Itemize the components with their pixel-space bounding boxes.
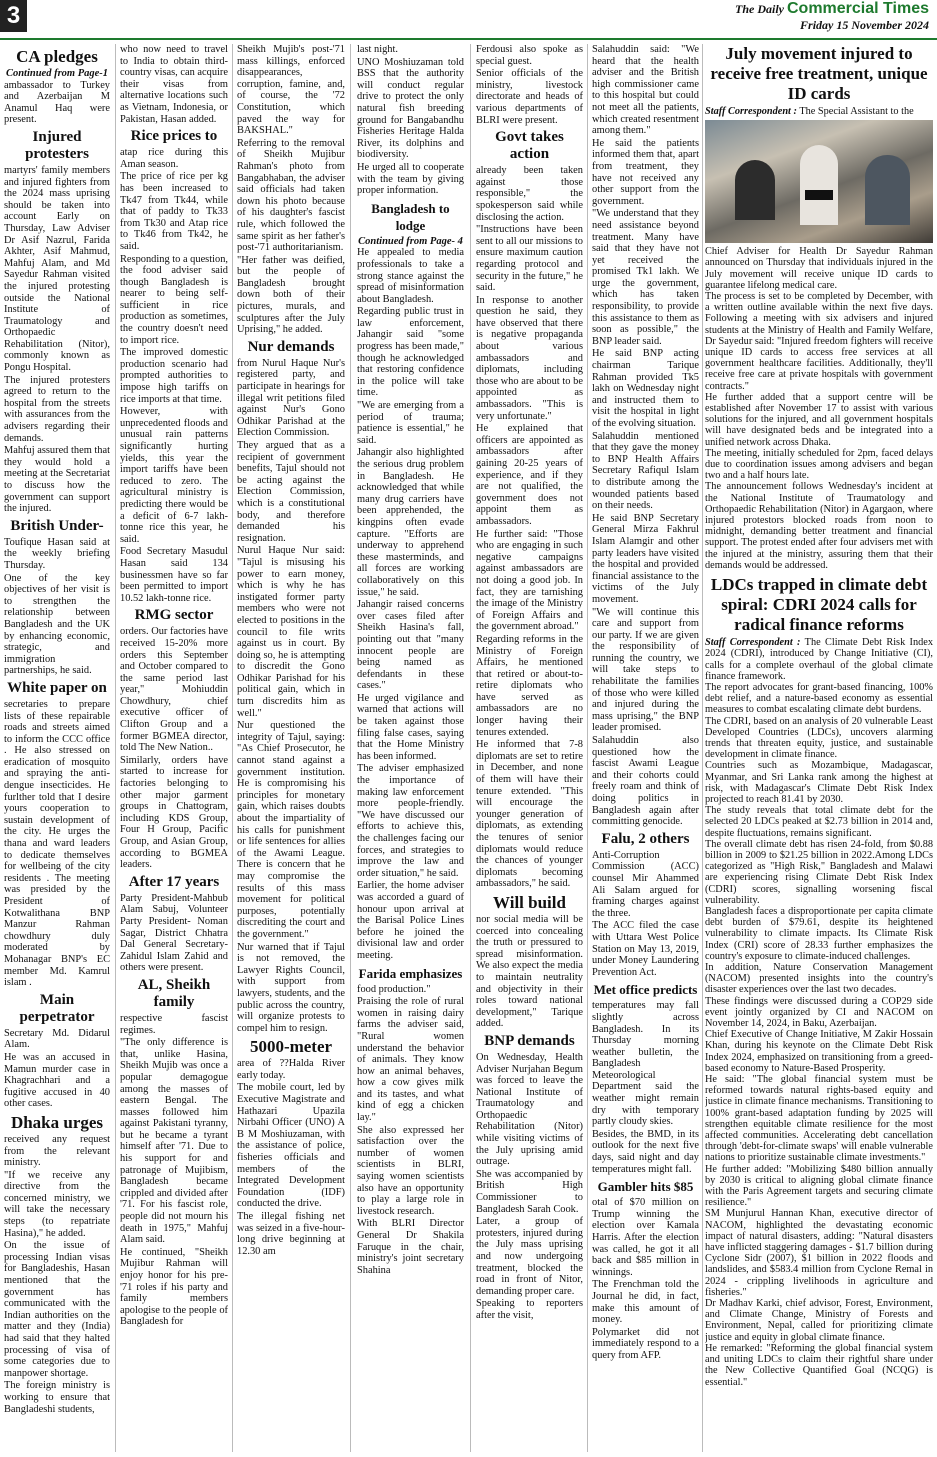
paragraph: The Climate Debt Risk Index 2024 (CDRI), introduced by Change Initiative (CI), calls for a complete overhaul of the global climate finance framework. bbox=[705, 637, 933, 682]
headline-ldcs-climate-debt: LDCs trapped in climate debt spiral: CDRI 2024 calls for radical finance reforms bbox=[710, 575, 928, 635]
paragraph: "Her father was deified, but the people of Bangladesh brought down both of their pictures, murals, and sculptures after the July Uprising," he added. bbox=[237, 254, 345, 336]
paragraph: They argued that as a recipient of government benefits, Tajul should not be acting against the Election Commission, which is a constitutional body, and therefore demanded his resignation. bbox=[237, 440, 345, 544]
paragraph: "We understand that they need assistance beyond treatment. Many have said that they have not yet received the promised Tk1 lakh. We urge the government, which has taken responsibility, to provide this assistance to them as soon as possible," the BNP leader said. bbox=[592, 208, 699, 347]
paragraph: Later, a group of protesters, injured during the July mass uprising and now undergoing treatment, blocked the road in front of Nitor, demanding proper care. bbox=[476, 1216, 583, 1297]
headline-rice-prices: Rice prices to bbox=[130, 128, 218, 145]
headline-met-office: Met office predicts bbox=[593, 982, 698, 998]
paragraph: Polymarket did not immediately respond to a query from AFP. bbox=[592, 1326, 699, 1361]
news-photo bbox=[705, 120, 933, 243]
headline-white-paper: White paper on bbox=[7, 679, 107, 696]
paragraph: Chief Executive of Change Initiative, M Zakir Hossain Khan, during his keynote on the Climate Debt Risk Index 2024, emphasized on transitioning from a greed-based economy to Nature-Based Prosperity. bbox=[705, 1029, 933, 1074]
paragraph: Anti-Corruption Commission (ACC) counsel Mir Ahammed Ali Salam argued for framing charges against the three. bbox=[592, 849, 699, 919]
paper-the-daily: The Daily bbox=[735, 2, 784, 16]
paragraph: He said BNP Secretary General Mirza Fakhrul Islam Alamgir and other party leaders have visited the hospital and provided financial assistance to the victims of the July movement. bbox=[592, 512, 699, 605]
paragraph: Salahuddin mentioned that they gave the money to BNP Health Affairs Secretary Rafiqul Islam to distribute among the wounded patients based on their needs. bbox=[592, 430, 699, 512]
paragraph: Toufique Hasan said at the weekly briefing Thursday. bbox=[4, 536, 110, 571]
column-6 bbox=[592, 44, 699, 1452]
paragraph: last night. bbox=[357, 44, 398, 55]
byline: Staff Correspondent : bbox=[705, 106, 797, 117]
paragraph: Besides, the BMD, in its outlook for the next five days, said night and day temperatures might fall. bbox=[592, 1128, 699, 1175]
paragraph: He informed that 7-8 diplomats are set to retire in December, and none of them will have their tenure extended. "This will encourage the younger generation of diplomats, as extending the tenures of senior diplomats would reduce the chances of younger diplomats becoming ambassadors," he said. bbox=[476, 739, 583, 890]
paragraph: "We are emerging from a period of trauma; patience is essential," he said. bbox=[357, 400, 464, 446]
paragraph: Speaking to reporters after the visit, bbox=[476, 1298, 583, 1321]
paragraph: He urged all to cooperate with the team by giving proper information. bbox=[357, 161, 464, 197]
paper-title: Commercial Times bbox=[787, 0, 929, 17]
headline-will-build: Will build bbox=[493, 892, 566, 912]
paragraph: Sheikh Mujib's post-'71 mass killings, enforced disappearances, corruption, famine, and, of course, the '72 Constitution, which paved the way for BAKSHAL." bbox=[237, 44, 345, 137]
paragraph: The illegal fishing net was seized in a five-hour-long drive beginning at 12.30 am bbox=[237, 1211, 345, 1257]
paragraph: The report advocates for grant-based financing, 100% debt relief, and a nature-based economy as essential measures to combat escalating climate debt burdens. bbox=[705, 681, 933, 716]
paragraph: He further added: "Mobilizing $480 billion annually by 2030 is critical to aligning global climate finance with the Paris Agreement targets and securing climate resilience." bbox=[705, 1163, 933, 1209]
headline-july-movement: July movement injured to receive free treatment, unique ID cards bbox=[710, 44, 928, 103]
paragraph: The Frenchman told the Journal he did, in fact, make this amount of money. bbox=[592, 1279, 699, 1326]
paragraph: Dr Madhav Karki, chief advisor, Forest, Environment, and Climate Change, Ministry of Forests and Environment, Nepal, called for prioritizing climate justice and equity in global climate finance. bbox=[705, 1298, 933, 1343]
paragraph: The CDRI, based on an analysis of 20 vulnerable Least Developed Countries (LDCs), uncovers alarming trends that threaten equity, justice, and sustainable development in climate finance. bbox=[705, 715, 933, 761]
paragraph: In response to another question he said, they have observed that there is negative propaganda about various ambassadors and diplomats, including those who are about to be appointed as ambassadors. "This is very unfortunate." bbox=[476, 294, 583, 422]
paper-name bbox=[735, 0, 929, 18]
column-3 bbox=[237, 44, 345, 1452]
paragraph: He urged vigilance and warned that actions will be taken against those filing false cases, saying that the Home Ministry has been informed. bbox=[357, 692, 464, 762]
paragraph: ambassador to Turkey and Azerbaijan M Anamul Haq were present. bbox=[4, 79, 110, 126]
paragraph: He was an accused in Mamun murder case in Khagrachhari and a fugitive accused in 40 other cases. bbox=[4, 1051, 110, 1110]
paragraph: He remarked: "Reforming the global financial system and uniting LDCs to claim their rightful share under the New Collective Quantified Goal (NCQG) is essential." bbox=[705, 1342, 933, 1388]
headline-bangladesh-to-lodge: Bangladesh to lodge bbox=[371, 200, 450, 233]
paragraph: Similarly, orders have started to increase for factories belonging to other major garment groups in Chattogram, including KDS Group, Four H Group, Pacific Group, and Asian Group, according to BGMEA leaders. bbox=[120, 754, 228, 871]
paragraph: SM Munjurul Hannan Khan, executive director of NACOM, highlighted the devastating economic impact of natural disasters, adding: "Natural disasters have inflicted staggering damages - $1.7 billion during Cyclone Sidr (2007), $1 billion in 2022 floods and landslides, and $583.4 million from Cyclone Remal in 2024 - crippling livelihoods in agriculture and fisheries." bbox=[705, 1208, 933, 1298]
paragraph: Nur questioned the integrity of Tajul, saying: "As Chief Prosecutor, he cannot stand against a government institution. He is compromising his principles for monetary gain, which raises doubts about the impartiality of his calls for punishment or life sentences for allies of the Awami League. There is concern that he may compromise the results of this mass movement for political purposes, potentially discrediting the court and the government." bbox=[237, 720, 345, 940]
headline-ca-pledges: CA pledges bbox=[16, 47, 98, 66]
paragraph: Bangladesh faces a disproportionate per capita climate debt burden of $79.61, despite its heightened vulnerability to climate impacts. Its Climate Risk Index (CRI) score of 28.33 further emphasizes the country's exposure to climate-induced challenges. bbox=[705, 905, 933, 962]
paragraph: Mahfuj assured them that they would hold a meeting at the Secretariat to discuss how the government can support the injured. bbox=[4, 445, 110, 515]
paragraph: On the issue of processing Indian visas for Bangladeshis, Hasan mentioned that the government has communicated with the Indian authorities on the matter and they (India) had said that they halted processing of visa of some categories due to manpower shortage. bbox=[4, 1240, 110, 1379]
paragraph: atap rice during this Aman season. bbox=[120, 147, 228, 170]
headline-falu-2-others: Falu, 2 others bbox=[601, 830, 690, 847]
paragraph: The injured protesters agreed to return to the hospital from the streets with assurances from the advisers regarding their demands. bbox=[4, 374, 110, 444]
paragraph: Ferdousi also spoke as special guest. bbox=[476, 44, 583, 67]
paragraph: Salahuddin said: "We heard that the health adviser and the British high commissioner came to this hospital but could not meet all the patients, which created resentment among them." bbox=[592, 44, 699, 137]
paragraph: The process is set to be completed by December, with a written outline available within the next five days. Following a meeting with six advisers and injured students at the Ministry of Health and Family Welfare, Dr Sayedur said: "Injured freedom fighters will receive unique ID cards to access free services at all government healthcare facilities. Additionally, they'll receive free care at private hospitals with government contracts." bbox=[705, 291, 933, 392]
paragraph: He said the patients informed them that, apart from treatment, they have not received any other support from the government. bbox=[592, 137, 699, 207]
paragraph: Praising the role of rural women in raising dairy farms the adviser said, "Rural women understand the behavior of animals. They know how an animal behaves, how a cow gives milk and its tastes, and what kind of egg a chicken lay." bbox=[357, 996, 464, 1124]
column-divider bbox=[587, 44, 588, 1452]
headline-injured-protesters: Injured protesters bbox=[25, 128, 89, 162]
paragraph: "We will continue this care and support from our party. If we are given the responsibility of running the country, we will take steps to rehabilitate the families of those who were killed and injured during the mass uprising," the BNP leader promised. bbox=[592, 606, 699, 734]
paragraph: However, with unprecedented floods and unusual rain patterns significantly hurting yields, this year the import tariffs have been reduced to zero. The agricultural ministry is predicting there would be a deficit of 6-7 lakh-tonne rice this year, he said. bbox=[120, 406, 228, 545]
paragraph: The meeting, initially scheduled for 2pm, faced delays due to coordination issues among advisers and began two and a half hours late. bbox=[705, 447, 933, 482]
paragraph: The foreign ministry is working to ensure that Bangladeshi students, bbox=[4, 1380, 110, 1415]
paragraph: He further said: "Those who are engaging in such negative campaigns against ambassadors are not doing a good job. In fact, they are tarnishing the image of the Ministry of Foreign Affairs and the government abroad." bbox=[476, 528, 583, 633]
paragraph: Jahangir raised concerns over cases filed after Sheikh Hasina's fall, pointing out that "many innocent people are being named as defendants in these cases." bbox=[357, 599, 464, 692]
paragraph: Countries such as Mozambique, Madagascar, Myanmar, and Sri Lanka rank among the highest at risk, with Madagascar's Climate Debt Risk Index projected to reach 81.41 by 2030. bbox=[705, 760, 933, 805]
paragraph: He appealed to media professionals to take a strong stance against the spread of misinformation about Bangladesh. bbox=[357, 247, 464, 305]
column-1 bbox=[4, 44, 110, 1452]
paragraph: He explained that officers are appointed as ambassadors after gaining 20-25 years of experience, and if they are not qualified, the government does not appoint them as ambassadors. bbox=[476, 423, 583, 527]
paragraph: The price of rice per kg has been increased to Tk47 from Tk44, while that of paddy to Tk33 from Tk30 and Atap rice to Tk46 from Tk42, he said. bbox=[120, 171, 228, 252]
headline-rmg-sector: RMG sector bbox=[134, 607, 214, 624]
paragraph: respective fascist regimes. bbox=[120, 1012, 228, 1036]
paragraph: Responding to a question, the food adviser said though Bangladesh is nearer to being self-sufficient in rice production as sometimes, the country doesn't need to import rice. bbox=[120, 253, 228, 346]
paragraph: UNO Moshiuzaman told BSS that the authority will conduct regular drive to protect the only natural fish breeding ground for Bangabandhu Fisheries Heritage Halda River, its dolphins and biodiversity. bbox=[357, 56, 464, 161]
paragraph: The improved domestic production scenario had prompted authorities to impose high tariffs on rice imports at that time. bbox=[120, 347, 228, 405]
paragraph: already been taken against those responsible," the spokesperson said while disclosing the action. bbox=[476, 165, 583, 223]
paragraph: Regarding reforms in the Ministry of Foreign Affairs, he mentioned that retired or about-to-retire diplomats who have served as ambassadors are no longer having their tenures extended. bbox=[476, 633, 583, 738]
paragraph: otal of $70 million on Trump winning the election over Kamala Harris. After the election was called, he got it all back and $85 million in winnings. bbox=[592, 1197, 699, 1278]
headline-gambler-hits: Gambler hits $85 bbox=[597, 1179, 694, 1195]
masthead-rule bbox=[0, 38, 937, 40]
headline-bnp-demands: BNP demands bbox=[484, 1032, 575, 1049]
column-2 bbox=[120, 44, 228, 1452]
headline-dhaka-urges: Dhaka urges bbox=[10, 1112, 104, 1132]
paragraph: He said BNP acting chairman Tarique Rahman provided Tk5 lakh on Wednesday night and instructed them to visit the hospital in light of the evolving situation. bbox=[592, 348, 699, 429]
paragraph: She also expressed her satisfaction over the number of women scientists in BLRI, saying women scientists also have an opportunity to play a large role in livestock research. bbox=[357, 1124, 464, 1217]
masthead bbox=[0, 0, 937, 40]
paragraph: orders. Our factories have received 15-20% more orders this September and October compared to the same period last year," Mohiuddin Chowdhury, chief executive officer of Clifton Group and a former BGMEA director, told The New Nation.. bbox=[120, 626, 228, 754]
continued-label: Continued from Page- 4 bbox=[358, 235, 463, 247]
paragraph: He said: "The global financial system must be reformed towards natural rights-based equity and justice in climate finance mechanisms. Transitioning to 100% grant-based adaptation funding by 2025 will strengthen equitable climate resilience for the most affected communities. Accelerating debt cancellation through 'debt-for-climate swaps' will enable vulnerable nations to prioritize sustainable climate investments." bbox=[705, 1074, 933, 1164]
paragraph: These findings were discussed during a COP29 side event jointly organized by CI and NACOM on November 14, 2024, in Baku, Azerbaijan. bbox=[705, 995, 933, 1029]
paragraph: Senior officials of the ministry, livestock directorate and heads of various departments of BLRI were present. bbox=[476, 68, 583, 126]
paragraph: Nur warned that if Tajul is not removed, the Lawyer Rights Council, with support from lawyers, students, and the public across the country, will organize protests to compel him to resign. bbox=[237, 941, 345, 1034]
paragraph: Chief Adviser for Health Dr Sayedur Rahman announced on Thursday that individuals injured in the July movement will receive unique ID cards to guarantee lifelong medical care. bbox=[705, 246, 933, 291]
issue-date: Friday 15 November 2024 bbox=[800, 18, 929, 32]
paragraph: He further added that a support centre will be established after November 17 to assist with various solutions for the injured, and all government hospitals will have designated beds and be integrated into a unified network across Dhaka. bbox=[705, 391, 933, 448]
headline-5000-meter: 5000-meter bbox=[249, 1037, 333, 1057]
headline-after-17-years: After 17 years bbox=[128, 873, 220, 890]
column-divider bbox=[470, 44, 471, 1452]
column-divider bbox=[702, 44, 703, 1452]
column-divider bbox=[232, 44, 233, 1452]
headline-al-sheikh-family: AL, Sheikh family bbox=[137, 976, 211, 1010]
headline-nur-demands: Nur demands bbox=[247, 338, 335, 355]
paragraph: nor social media will be coerced into concealing the truth or pressured to spread misinformation. We also expect the media to maintain neutrality and objectivity in their roles toward national development," Tarique added. bbox=[476, 913, 583, 1030]
column-divider bbox=[350, 44, 351, 1452]
paragraph: "If we receive any directive from the concerned ministry, we will take the necessary steps (to repatriate Hasina)," he added. bbox=[4, 1169, 110, 1239]
paragraph: from Nurul Haque Nur's registered party, and participate in hearings for illegal writ petitions filed against Nur's Gono Odhikar Parishad at the Election Commission. bbox=[237, 357, 345, 439]
column-5 bbox=[476, 44, 583, 1452]
paragraph: secretaries to prepare lists of these repairable roads and streets aimed to inform the CCC office . He also stressed on eradication of mosquito and spraying the anti-dengue insecticides. He furlther told that I desire yours cooperation to sustain development of the city. He urges the thana and ward leaders to dedicate themselves for wellbeing of the city residents . The meeting was presided by the President of Kotwalithana BNP Manzur Rahman chowdhury duly moderated by Mohanagar BNP's EC member Md. Kamrul islam . bbox=[4, 698, 110, 989]
paragraph: Earlier, the home adviser was accorded a guard of honour upon arrival at the Barisal Police Lines before he joined the divisional law and order meeting. bbox=[357, 880, 464, 961]
paragraph: Nurul Haque Nur said: "Tajul is misusing his power to earn money, which is why he has instigated former party members who were not elected to positions in the council to file writs against us in court. By doing so, he is attempting to discredit the Gono Odhikar Parishad for his political gain, which in turn discredits him as well." bbox=[237, 545, 345, 719]
page-number: 3 bbox=[0, 0, 27, 32]
paragraph: One of the key objectives of her visit is to strengthen the relationship between Bangladesh and the UK by enhancing economic, strategic, and immigration partnerships, he said. bbox=[4, 572, 110, 677]
paragraph: who now need to travel to India to obtain third-country visas, can acquire their visas from alternative locations such as Vietnam, Indonesia, or Pakistan, Hasan added. bbox=[120, 44, 228, 125]
paragraph: area of ??Halda River early today. bbox=[237, 1058, 345, 1081]
paragraph: The ACC filed the case with Uttara West Police Station on May 13, 2019, under Money Laundering Prevention Act. bbox=[592, 920, 699, 978]
paragraph: The announcement follows Wednesday's incident at the National Institute of Traumatology and Orthopaedic Rehabilitation (Nitor) in Agargaon, where injured protestors blocked roads from noon to midnight, demanding better treatment and financial support. The protest ended after four advisers met with the injured at the ministry, assuring them that their demands would be addressed. bbox=[705, 481, 933, 571]
paragraph: The Special Assistant to the bbox=[799, 106, 914, 117]
paragraph: With BLRI Director General Dr Shakila Faruque in the chair, ministry's joint secretary Shahina bbox=[357, 1218, 464, 1276]
paragraph: In addition, Nature Conservation Management (NACOM) presented insights into the country's disaster experiences over the last two decades. bbox=[705, 961, 933, 996]
paragraph: The study reveals that total climate debt for the selected 20 LDCs peaked at $2.73 billion in 2014 and, despite fluctuations, remains significant. bbox=[705, 805, 933, 839]
side-stories bbox=[705, 44, 933, 1452]
brand bbox=[735, 0, 929, 33]
paragraph: Party President-Mahbub Alam Sabuj, Volunteer Party President- Noman Sagar, District Chhatra Dal General Secretary-Zahidul Islam Zahid and others were present. bbox=[120, 892, 228, 974]
paragraph: On Wednesday, Health Adviser Nurjahan Begum was forced to leave the National Institute of Traumatology and Orthopaedic Rehabilitation (Nitor) while visiting victims of the July uprising amid outrage. bbox=[476, 1051, 583, 1168]
paragraph: food production." bbox=[357, 983, 431, 995]
headline-main-perpetrator: Main perpetrator bbox=[19, 991, 95, 1025]
paragraph: Salahuddin also questioned how the fascist Awami League and their cohorts could freely roam and think of doing politics in Bangladesh again after committing genocide. bbox=[592, 735, 699, 828]
paragraph: He continued, "Sheikh Mujibur Rahman will enjoy honor for his pre-'71 roles if his party and family members apologise to the people of Bangladesh for bbox=[120, 1246, 228, 1328]
paragraph: The mobile court, led by Executive Magistrate and Hathazari Upazila Nirbahi Officer (UNO) A B M Moshiuzaman, with the assistance of police, fisheries officials and members of the Integrated Development Foundation (IDF) conducted the drive. bbox=[237, 1082, 345, 1210]
paragraph: Jahangir also highlighted the serious drug problem in Bangladesh. He acknowledged that while many drug carriers have been apprehended, the kingpins often evade capture. "Efforts are underway to apprehend these masterminds, and all forces are working collaboratively on this issue," he said. bbox=[357, 447, 464, 598]
paragraph: received any request from the relevant ministry. bbox=[4, 1133, 110, 1169]
headline-british-under: British Under- bbox=[10, 517, 104, 534]
paragraph: "The only difference is that, unlike Hasina, Sheikh Mujib was once a popular demagogue among the masses of eastern Bengal. The masses followed him against Pakistani tyranny, but he became a tyrant himself after '71. Due to his support for and patronage of Mujibism, Bangladesh became crippled and divided after '71. For his fascist role, people did not mourn his death in 1975," Mahfuj Alam said. bbox=[120, 1037, 228, 1246]
paragraph: "Instructions have been sent to all our missions to ensure maximum caution regarding protocol and security in the future," he said. bbox=[476, 224, 583, 294]
continued-label: Continued from Page-1 bbox=[5, 68, 109, 79]
byline: Staff Correspondent : bbox=[705, 637, 801, 649]
paragraph: martyrs' family members and injured fighters from the 2024 mass uprising should be taken into account Early on Thursday, Law Adviser Dr Asif Nazrul, Farida Akhter, Asif Mahmud, Mahfuj Alam, and Md Sayedur Rahman visited the injured protesting outside the National Institute of Traumatology and Orthopaedic Rehabilitation (Nitor), commonly known as Pongu Hospital. bbox=[4, 164, 110, 374]
paragraph: The adviser emphasized the importance of making law enforcement more people-friendly. "We have discussed our efforts to achieve this, the challenges facing our forces, and strategies to improve the law and order situation," he said. bbox=[357, 763, 464, 879]
paragraph: Secretary Md. Didarul Alam. bbox=[4, 1027, 110, 1051]
paragraph: Food Secretary Masudul Hasan said 134 businessmen have so far been permitted to import 10.52 lakh-tonne rice. bbox=[120, 546, 228, 604]
paragraph: Regarding public trust in law enforcement, Jahangir said "some progress has been made," though he acknowledged that restoring confidence in the police will take time. bbox=[357, 306, 464, 399]
column-divider bbox=[115, 44, 116, 1452]
headline-farida-emphasizes: Farida emphasizes bbox=[358, 965, 463, 981]
paragraph: Referring to the removal of Sheikh Mujibur Rahman's photo from Bangabhaban, the adviser said officials had taken down his photo because of his daughter's fascist rule, which followed the same spirit as her father's post-'71 authoritarianism. bbox=[237, 137, 345, 254]
headline-govt-takes-action: Govt takes action bbox=[495, 129, 564, 163]
paragraph: temperatures may fall slightly across Bangladesh. In its Thursday morning weather bulletin, the Bangladesh Meteorological Department said the weather might remain dry with temporary partly cloudy skies. bbox=[592, 1000, 699, 1128]
paragraph: She was accompanied by British High Commissioner to Bangladesh Sarah Cook. bbox=[476, 1168, 583, 1215]
column-4 bbox=[357, 44, 464, 1452]
paragraph: The overall climate debt has risen 24-fold, from $0.88 billion in 2009 to $21.25 billion in 2022.Among LDCs categorized as "High Risk," Bangladesh and Malawi are experiencing rising Climate Debt Risk Index (CDRI) scores, signalling worsening fiscal vulnerability. bbox=[705, 838, 933, 906]
